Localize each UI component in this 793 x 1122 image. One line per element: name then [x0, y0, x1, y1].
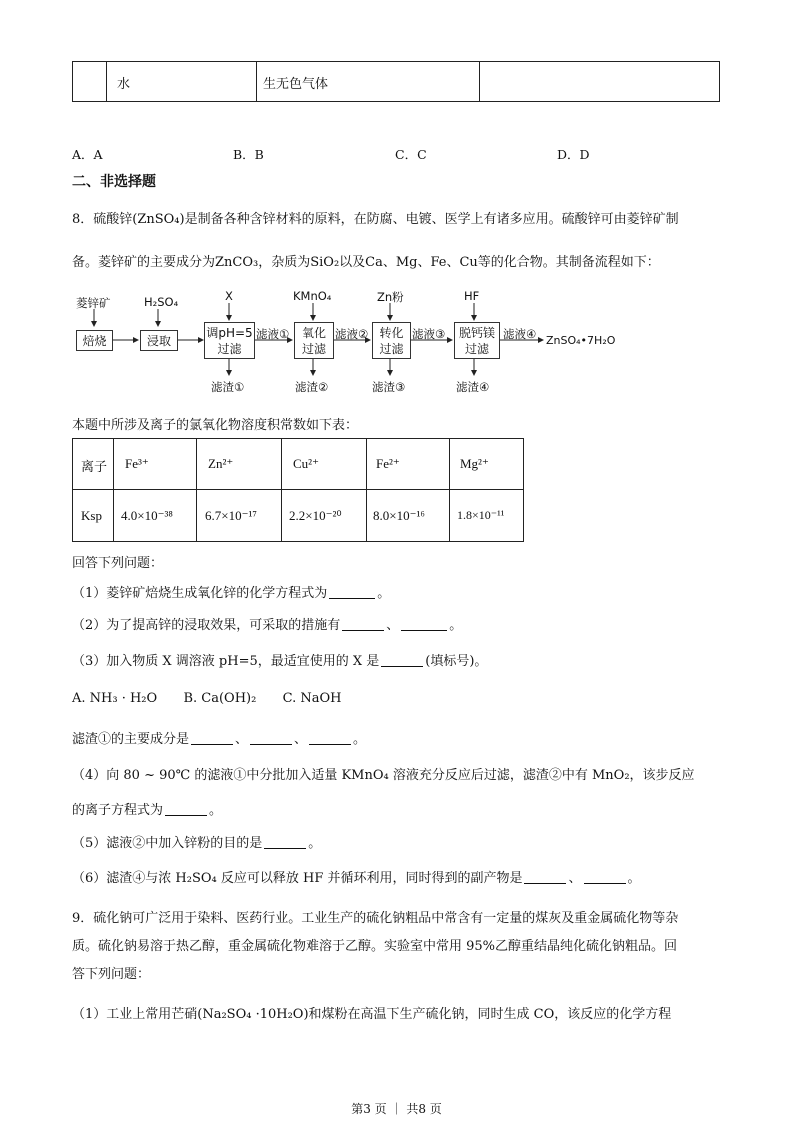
answer-blank[interactable] — [381, 653, 423, 667]
flow-filtrate-1: 滤液① — [256, 327, 290, 341]
ksp-value: 2.2×10⁻²⁰ — [289, 508, 342, 523]
q8-intro-line-1: 8．硫酸锌(ZnSO₄)是制备各种含锌材料的原料，在防腐、电镀、医学上有诸多应用。硫酸锌可由菱锌矿制 — [72, 212, 679, 227]
flow-residue-3: 滤渣③ — [372, 380, 406, 394]
flow-reagent-x: X — [225, 289, 233, 303]
ksp-value: 1.8×10⁻¹¹ — [457, 508, 505, 522]
ksp-table-caption: 本题中所涉及离子的氯氧化物溶度积常数如下表： — [72, 418, 359, 433]
answer-blank[interactable] — [329, 585, 375, 599]
answer-blank[interactable] — [584, 870, 626, 884]
flow-step-convert: 转化 过滤 — [372, 322, 411, 359]
choice-d[interactable]: D．D — [557, 147, 590, 162]
flow-residue-4: 滤渣④ — [456, 380, 490, 394]
answer-blank[interactable] — [264, 835, 306, 849]
ksp-value: 6.7×10⁻¹⁷ — [205, 508, 257, 523]
answer-blank[interactable] — [250, 731, 292, 745]
flow-filtrate-4: 滤液④ — [503, 327, 537, 341]
q8-intro-line-2: 备。菱锌矿的主要成分为ZnCO₃，杂质为SiO₂以及Ca、Mg、Fe、Cu等的化合物。其制备流程如下： — [72, 255, 660, 270]
answer-blank[interactable] — [191, 731, 233, 745]
flow-filtrate-2: 滤液② — [335, 327, 369, 341]
q8-sub3-options — [72, 691, 342, 706]
ksp-header-label: 离子 — [81, 459, 108, 474]
table-cell-gas: 生无色气体 — [263, 77, 329, 92]
choice-c[interactable]: C．C — [395, 147, 427, 162]
flow-residue-1: 滤渣① — [211, 380, 245, 394]
choice-b[interactable]: B．B — [233, 147, 264, 162]
q8-sub1: （1）菱锌矿焙烧生成氧化锌的化学方程式为 。 — [72, 586, 391, 601]
flow-step-leach: 浸取 — [140, 330, 178, 351]
flow-reagent-kmno4: KMnO₄ — [293, 289, 332, 303]
table-cell-water: 水 — [117, 77, 131, 92]
answer-blank[interactable] — [401, 617, 447, 631]
ksp-ion: Fe³⁺ — [125, 456, 149, 471]
flow-step-roast: 焙烧 — [76, 330, 113, 351]
flow-reagent-hf: HF — [464, 289, 480, 303]
answer-blank[interactable] — [309, 731, 351, 745]
answer-blank[interactable] — [165, 802, 207, 816]
page-footer: 第3 页 ｜ 共8 页 — [351, 1102, 442, 1116]
q8-sub6: （6）滤渣④与浓 H₂SO₄ 反应可以释放 HF 并循环利用，同时得到的副产物是 、 。 — [72, 871, 641, 886]
ksp-value: 8.0×10⁻¹⁶ — [373, 508, 425, 523]
option-c[interactable]: C. NaOH — [282, 691, 342, 706]
q8-sub5: （5）滤液②中加入锌粉的目的是 。 — [72, 836, 322, 851]
ksp-ion: Fe²⁺ — [376, 456, 400, 471]
flow-product: ZnSO₄•7H₂O — [546, 334, 616, 347]
ksp-ion: Zn²⁺ — [208, 456, 234, 471]
q8-sub4-line-1: （4）向 80 ~ 90℃ 的滤液①中分批加入适量 KMnO₄ 溶液充分反应后过滤，滤渣②中有 MnO₂，该步反应 — [72, 768, 695, 783]
flow-raw-material: 菱锌矿 — [76, 296, 111, 310]
flow-reagent-zn: Zn粉 — [377, 290, 404, 304]
ksp-ion: Cu²⁺ — [293, 456, 319, 471]
q8-residue-prompt: 滤渣①的主要成分是 、 、 。 — [72, 732, 367, 747]
ksp-value: 4.0×10⁻³⁸ — [121, 508, 173, 523]
q8-sub4-line-2: 的离子方程式为 。 — [72, 803, 223, 818]
answer-blank[interactable] — [342, 617, 384, 631]
q9-line-2: 质。硫化钠易溶于热乙醇，重金属硫化物难溶于乙醇。实验室中常用 95%乙醇重结晶纯化硫化钠粗品。回 — [72, 939, 678, 954]
choice-a[interactable]: A．A — [72, 147, 103, 162]
answer-blank[interactable] — [524, 870, 566, 884]
option-a[interactable]: A. NH₃ · H₂O — [72, 691, 158, 706]
ksp-table — [72, 438, 524, 542]
q9-line-3: 答下列问题： — [72, 967, 151, 982]
answer-prompt: 回答下列问题： — [72, 556, 164, 571]
flow-step-adjust-ph: 调pH=5 过滤 — [204, 322, 255, 359]
q8-sub3: （3）加入物质 X 调溶液 pH=5，最适宜使用的 X 是 (填标号)。 — [72, 654, 488, 669]
flow-step-remove-ca-mg: 脱钙镁 过滤 — [454, 322, 500, 359]
ksp-row-label: Ksp — [81, 508, 102, 523]
q9-line-1: 9．硫化钠可广泛用于染料、医药行业。工业生产的硫化钠粗品中常含有一定量的煤灰及重金属硫化物等杂 — [72, 911, 679, 926]
flow-filtrate-3: 滤液③ — [412, 327, 446, 341]
section-title: 二、非选择题 — [72, 174, 156, 190]
flow-residue-2: 滤渣② — [295, 380, 329, 394]
flow-reagent-h2so4: H₂SO₄ — [144, 295, 179, 309]
option-b[interactable]: B. Ca(OH)₂ — [183, 691, 257, 706]
q8-sub2: （2）为了提高锌的浸取效果，可采取的措施有 、 。 — [72, 618, 463, 633]
flow-step-oxidize: 氧化 过滤 — [294, 322, 334, 359]
q9-sub1: （1）工业上常用芒硝(Na₂SO₄ ·10H₂O)和煤粉在高温下生产硫化钠，同时生成 CO，该反应的化学方程 — [72, 1007, 672, 1022]
ksp-ion: Mg²⁺ — [460, 456, 489, 471]
